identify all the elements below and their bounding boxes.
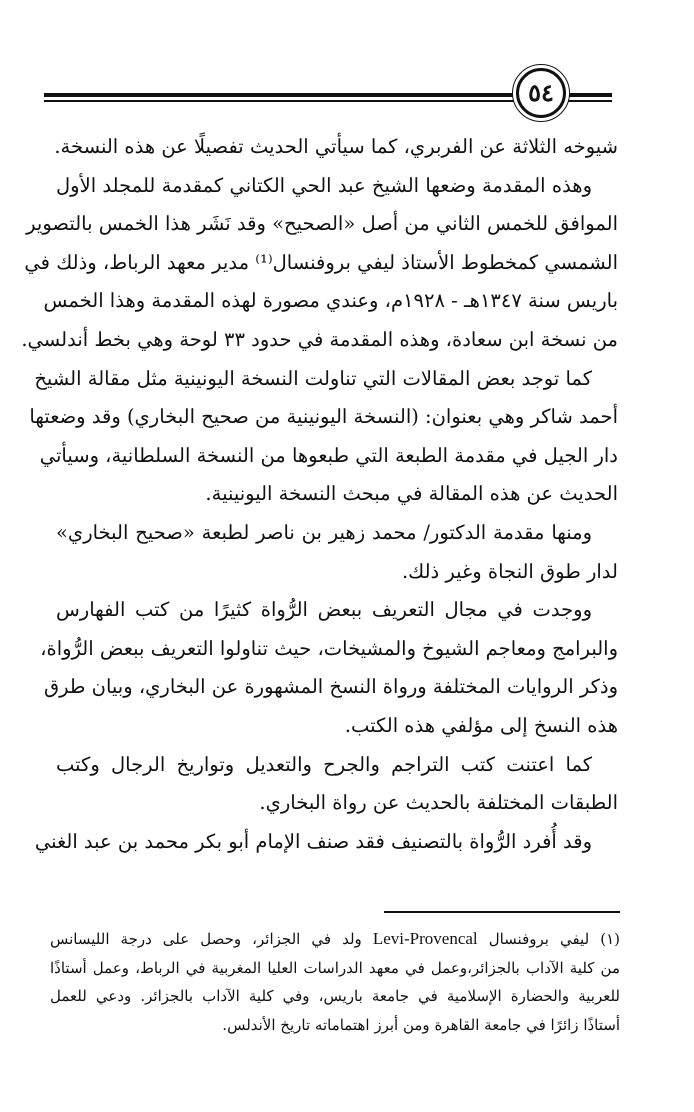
- body-line: ومنها مقدمة الدكتور/ محمد زهير بن ناصر لطبعة «صحيح البخاري»: [56, 520, 592, 544]
- footnote-latin-name: Levi-Provencal: [372, 929, 478, 948]
- body-line: شيوخه الثلاثة عن الفربري، كما سيأتي الحديث تفصيلًا عن هذه النسخة.: [54, 135, 618, 158]
- body-line: الطبقات المختلفة بالحديث عن رواة البخاري.: [259, 791, 618, 815]
- footnote-text: ولد في الجزائر، وحصل على درجة الليسانس: [50, 930, 362, 948]
- body-line: وذكر الروايات المختلفة ورواة النسخ المشهورة عن البخاري، وبيان طرق: [44, 675, 618, 699]
- body-text: [21, 128, 618, 861]
- page-number: ٥٤: [516, 68, 566, 118]
- footnote-marker-text: (١) ليفي بروفنسال: [488, 930, 620, 948]
- body-line: وقد أُفرد الرُّواة بالتصنيف فقد صنف الإمام أبو بكر محمد بن عبد الغني: [34, 829, 592, 853]
- footnote-line: [50, 925, 620, 954]
- body-line: لدار طوق النجاة وغير ذلك.: [401, 559, 618, 583]
- body-line: من نسخة ابن سعادة، وهذه المقدمة في حدود ٣٣ لوحة وهي بخط أندلسي.: [21, 327, 618, 351]
- body-line: والبرامج ومعاجم الشيوخ والمشيخات، حيث تناولوا التعريف ببعض الرُّواة،: [40, 636, 618, 660]
- body-line: دار الجيل في مقدمة الطبعة التي طبعوها من النسخة السلطانية، وسيأتي: [39, 443, 618, 467]
- footnote-line: أستاذًا زائرًا في جامعة القاهرة ومن أبرز اهتماماته تاريخ الأندلس.: [222, 1015, 620, 1034]
- body-line: الموافق للخمس الثاني من أصل «الصحيح» وقد نَشَر هذا الخمس بالتصوير: [26, 212, 618, 236]
- footnotes: [50, 925, 620, 1039]
- body-line: أحمد شاكر وهي بعنوان: (النسخة اليونينية من صحيح البخاري) وقد وضعتها: [29, 405, 618, 429]
- footnote-separator: [384, 911, 620, 913]
- body-line: كما اعتنت كتب التراجم والجرح والتعديل وتواريخ الرجال وكتب: [56, 752, 592, 776]
- body-line: ووجدت في مجال التعريف ببعض الرُّواة كثيرًا من كتب الفهارس: [56, 598, 592, 622]
- footnote-line: من كلية الآداب بالجزائر،وعمل في معهد الدراسات العليا المغربية في الرباط، وعمل أستاذًا: [50, 958, 620, 977]
- body-line: كما توجد بعض المقالات التي تناولت النسخة اليونينية مثل مقالة الشيخ: [34, 366, 592, 390]
- body-line: الحديث عن هذه المقالة في مبحث النسخة اليونينية.: [205, 482, 618, 506]
- body-line: باريس سنة ١٣٤٧هـ - ١٩٢٨م، وعندي مصورة لهذه المقدمة وهذا الخمس: [43, 289, 618, 313]
- footnote-line: للعربية والحضارة الإسلامية في جامعة باريس، وفي كلية الآداب بالجزائر. ودعي للعمل: [50, 987, 620, 1005]
- body-line: الشمسي كمخطوط الأستاذ ليفي بروفنسال⁽¹⁾ مدير معهد الرباط، وذلك في: [24, 250, 618, 274]
- body-line: وهذه المقدمة وضعها الشيخ عبد الحي الكتاني كمقدمة للمجلد الأول: [56, 173, 592, 197]
- body-line: هذه النسخ إلى مؤلفي هذه الكتب.: [344, 713, 618, 737]
